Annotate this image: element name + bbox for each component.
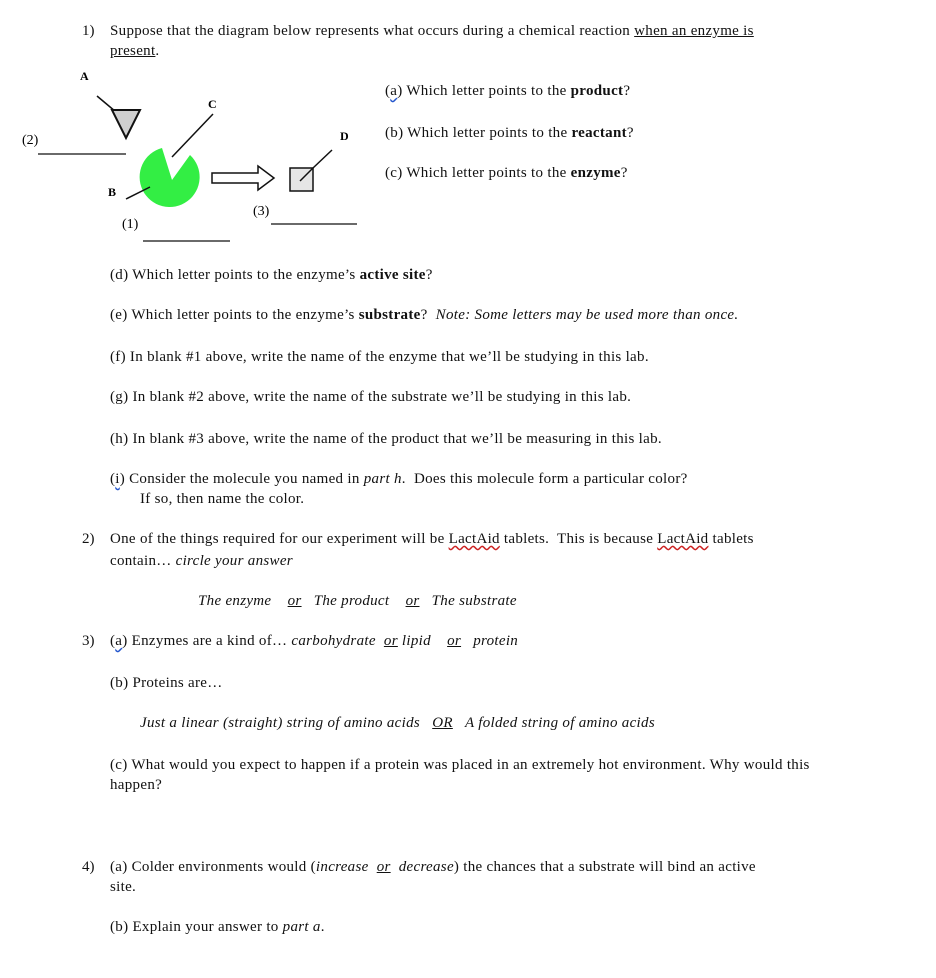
q2-lactaid-1: LactAid — [448, 531, 500, 547]
pointer-d — [313, 150, 332, 168]
q3b-choices — [140, 713, 655, 733]
q4a-opt-increase: increase — [315, 859, 369, 875]
label-b: B — [108, 185, 117, 199]
q3a-opt-protein: protein — [473, 633, 519, 649]
q2-number: 2) — [82, 531, 95, 547]
q3a-letter: a — [115, 633, 123, 649]
enzyme-shape — [140, 148, 200, 207]
blank-2-label: (2) — [22, 133, 39, 148]
q2-text-b: tablets. This is because — [499, 531, 658, 547]
q2-text-c: tablets — [708, 531, 754, 547]
q2-contain: contain… — [110, 553, 176, 569]
q4a-text-end: ) the chances that a substrate will bind an active — [453, 859, 756, 875]
q1d-text: (d) Which letter points to the enzyme’s — [110, 267, 360, 283]
q4a-text: (a) Colder environments would ( — [110, 859, 316, 875]
q4b-text: (b) Explain your answer to — [110, 919, 283, 935]
q1-intro-period: . — [155, 43, 160, 59]
q1c-text: (c) Which letter points to the — [385, 165, 571, 181]
q1c-bold: enzyme — [570, 165, 621, 181]
blank-3-label: (3) — [253, 204, 270, 219]
substrate-triangle — [112, 110, 140, 138]
q1i-open: ( — [110, 471, 116, 487]
q4b — [110, 917, 325, 937]
q2-choices — [198, 591, 517, 611]
q1a-end: ? — [623, 83, 631, 99]
q1i-line2: If so, then name the color. — [140, 491, 305, 507]
q1-intro-underlined: when an enzyme is — [634, 23, 754, 39]
q3b: (b) Proteins are… — [110, 675, 223, 691]
q2-or-2: or — [405, 593, 420, 609]
q3a-opt-lipid: lipid — [401, 633, 431, 649]
q1e — [110, 305, 738, 325]
q1i-letter: i — [115, 471, 120, 487]
q2-line2 — [110, 551, 293, 571]
enzyme-diagram — [0, 62, 380, 252]
q1a — [385, 81, 630, 101]
q1a-text: ) Which letter points to the — [397, 83, 571, 99]
q3a — [110, 631, 518, 651]
blank-1-label: (1) — [122, 217, 139, 232]
q1f: (f) In blank #1 above, write the name of the enzyme that we’ll be studying in this lab. — [110, 349, 649, 365]
q1b — [385, 123, 634, 143]
q3a-text: ) Enzymes are a kind of… — [122, 633, 292, 649]
q1c — [385, 163, 628, 183]
pointer-c — [172, 114, 213, 157]
reaction-arrow — [212, 166, 274, 190]
q3c: (c) What would you expect to happen if a protein was placed in an extremely hot environment. Why would this happen? — [110, 757, 810, 793]
q3a-open: ( — [110, 633, 116, 649]
q3b-or: OR — [432, 715, 453, 731]
q1b-text: (b) Which letter points to the — [385, 125, 572, 141]
q1i-text: ) Consider the molecule you named in — [119, 471, 364, 487]
q3b-opt-folded: A folded string of amino acids — [464, 715, 655, 731]
q1i-italic: part h — [363, 471, 402, 487]
q2-instruction: circle your answer — [175, 553, 293, 569]
q1i-rest: . Does this molecule form a particular color? — [401, 471, 688, 487]
q2-choice-product: The product — [313, 593, 390, 609]
q1i — [110, 469, 688, 489]
q1g: (g) In blank #2 above, write the name of the substrate we’ll be studying in this lab. — [110, 389, 632, 405]
q3a-or-1: or — [383, 633, 398, 649]
q3a-opt-carbohydrate: carbohydrate — [291, 633, 376, 649]
q1e-mid: ? — [420, 307, 436, 323]
q1c-end: ? — [620, 165, 628, 181]
q2-choice-enzyme: The enzyme — [198, 593, 272, 609]
q1-intro-line1 — [110, 21, 754, 41]
q1e-note: Note: Some letters may be used more than once. — [435, 307, 739, 323]
label-a: A — [80, 69, 89, 83]
q1e-text: (e) Which letter points to the enzyme’s — [110, 307, 359, 323]
q2-line1 — [110, 529, 754, 549]
q1a-open: ( — [385, 83, 391, 99]
q1b-end: ? — [626, 125, 634, 141]
q3-number: 3) — [82, 633, 95, 649]
q1a-letter: a — [390, 83, 398, 99]
q3a-or-2: or — [447, 633, 462, 649]
q1e-bold: substrate — [358, 307, 421, 323]
q1a-bold: product — [570, 83, 624, 99]
q2-text-a: One of the things required for our experiment will be — [110, 531, 449, 547]
q1b-bold: reactant — [571, 125, 627, 141]
q4a-or: or — [376, 859, 391, 875]
q4b-end: . — [320, 919, 325, 935]
q1h: (h) In blank #3 above, write the name of the product that we’ll be measuring in this lab. — [110, 431, 662, 447]
q1d-end: ? — [425, 267, 433, 283]
q4-number: 4) — [82, 859, 95, 875]
q1-intro-underlined-2: present — [110, 43, 156, 59]
q1-number: 1) — [82, 23, 95, 39]
q3b-opt-linear: Just a linear (straight) string of amino acids — [140, 715, 421, 731]
q2-or-1: or — [287, 593, 302, 609]
q1-intro-text: Suppose that the diagram below represents what occurs during a chemical reaction — [110, 23, 635, 39]
q2-lactaid-2: LactAid — [657, 531, 709, 547]
q2-choice-substrate: The substrate — [431, 593, 517, 609]
q4a-opt-decrease: decrease — [398, 859, 454, 875]
q1d — [110, 265, 433, 285]
q4a — [110, 857, 756, 877]
q1-intro-line2 — [110, 41, 159, 61]
label-c: C — [208, 97, 217, 111]
q4b-italic: part a — [282, 919, 321, 935]
q4a-line2: site. — [110, 879, 137, 895]
label-d: D — [340, 129, 349, 143]
q1d-bold: active site — [359, 267, 426, 283]
